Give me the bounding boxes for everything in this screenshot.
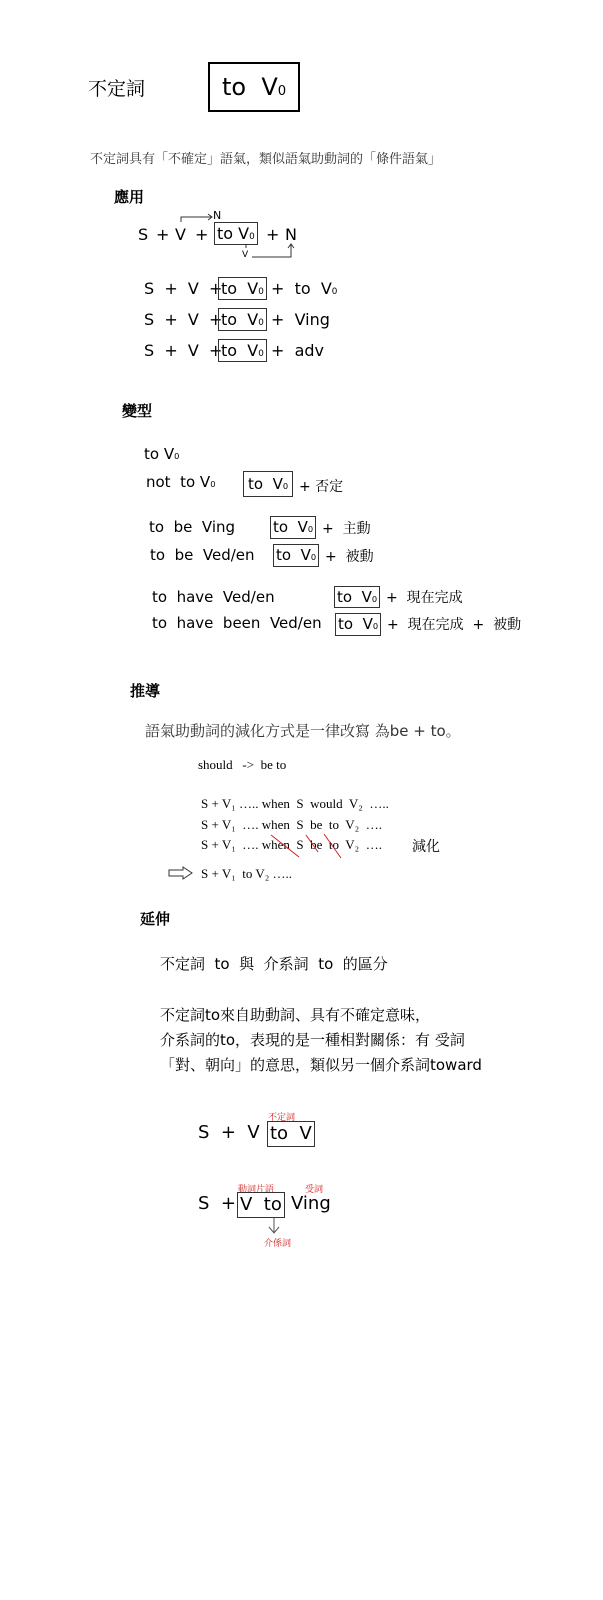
variant-plain-sub: 0 (174, 451, 180, 461)
variant-box (273, 544, 319, 567)
derivation-line-2: S + V₁ …. when S be to V₂ …. (201, 817, 382, 832)
example2-suffix: Ving (291, 1193, 331, 1214)
variants-heading: 變型 (122, 402, 153, 420)
usage-row-suffix (271, 279, 337, 298)
usage-row-suffix: + Ving (271, 310, 330, 329)
intro-text: 不定詞具有「不確定」語氣，類似語氣助動詞的「條件語氣」 (90, 152, 442, 167)
strike-s (306, 835, 318, 852)
variant-plain-text: to V (144, 445, 175, 463)
extension-heading: 延伸 (140, 910, 171, 928)
variant-note: + 否定 (299, 479, 344, 495)
diagram-n: N (285, 225, 297, 244)
derivation-heading: 推導 (130, 682, 161, 700)
variant-note: + 現在完成 (386, 590, 463, 606)
usage-row-box-text: to V (221, 310, 259, 329)
usage-row-box-sub: 0 (258, 287, 264, 297)
usage-row-prefix: S + V + (144, 279, 223, 298)
usage-heading: 應用 (114, 188, 145, 206)
arrow-to-v-to-n (246, 244, 294, 257)
variant-box-sub: 0 (372, 621, 379, 631)
example2-label-object: 受詞 (305, 1185, 324, 1195)
diagram-v: V (175, 225, 186, 244)
usage-row-box (218, 308, 267, 331)
extension-subtitle: 不定詞 to 與 介系詞 to 的區分 (160, 955, 388, 973)
page-title: 不定詞 (88, 78, 146, 100)
usage-row-box-sub: 0 (258, 349, 264, 359)
variant-form-sub: 0 (210, 479, 216, 489)
usage-row-box-text: to V (221, 341, 259, 360)
example1-box: to V (267, 1121, 315, 1147)
extension-para-2: 介系詞的to，表現的是一種相對關係：有 受詞 (160, 1031, 465, 1049)
title-formula-v: V (261, 73, 278, 101)
variant-form: to be Ving (149, 518, 236, 536)
arrow-v-to-n (181, 214, 212, 222)
diagram-v-small: V (242, 250, 249, 260)
variant-form: to have been Ved/en (152, 614, 322, 632)
variant-note: + 現在完成 + 被動 (387, 617, 522, 633)
should-line: should -> be to (198, 757, 287, 772)
down-arrow-icon (267, 1217, 281, 1235)
derivation-line-1: S + V₁ ….. when S would V₂ ….. (201, 796, 389, 811)
usage-row-box-sub: 0 (258, 318, 264, 328)
diagram-n-small: N (213, 209, 222, 222)
example1-prefix: S + V (198, 1122, 260, 1143)
variant-box (243, 471, 293, 497)
example1-label: 不定詞 (268, 1113, 296, 1123)
variant-box-text: to V (273, 518, 308, 536)
usage-row-suffix-text: + to V (271, 279, 332, 298)
diagram-to-v-text: to V (217, 224, 250, 243)
extension-para-1: 不定詞to來自助動詞、具有不確定意味， (160, 1006, 431, 1024)
strike-be (324, 834, 341, 858)
diagram-to-v-sub: 0 (249, 232, 255, 242)
title-formula-to: to (222, 73, 247, 101)
usage-row-prefix: S + V + (144, 310, 223, 329)
diagram-plus-3: + (266, 225, 280, 244)
usage-row-box-text: to V (221, 279, 259, 298)
variant-box (334, 586, 380, 608)
diagram-arrows (170, 208, 310, 263)
diagram-s: S (138, 225, 149, 244)
variant-note: + 主動 (322, 521, 371, 537)
variant-box-text: to V (276, 546, 311, 564)
variant-form: to be Ved/en (150, 546, 255, 564)
example2-label-phrase: 動詞片語 (238, 1185, 275, 1195)
variant-box (270, 516, 316, 539)
usage-row-suffix-sub: 0 (331, 287, 338, 297)
derivation-line-3-note: 減化 (412, 839, 440, 855)
usage-row-box (218, 339, 267, 362)
usage-row-suffix: + adv (271, 341, 325, 360)
example2-box: V to (237, 1192, 285, 1218)
variant-form: to have Ved/en (152, 588, 275, 606)
diagram-plus-2: + (195, 225, 209, 244)
title-formula (208, 62, 300, 112)
variant-box (335, 613, 381, 636)
variant-form (146, 473, 215, 491)
diagram-plus-1: + (156, 225, 170, 244)
derivation-line-3: S + V₁ …. when S be to V₂ …. (201, 837, 382, 852)
example2-s: S + (198, 1193, 236, 1214)
result-arrow-icon (168, 866, 194, 880)
extension-para-3: 「對、朝向」的意思，類似另一個介系詞toward (160, 1056, 482, 1074)
variant-note: + 被動 (325, 549, 374, 565)
variant-box-text: to V (337, 588, 372, 606)
variant-box-sub: 0 (371, 594, 378, 604)
variant-box-text: to V (338, 615, 373, 633)
usage-row-box (218, 277, 267, 300)
derivation-intro: 語氣助動詞的減化方式是一律改寫 為be + to。 (145, 722, 461, 740)
variant-box-sub: 0 (310, 552, 317, 562)
derivation-result: S + V₁ to V₂ ….. (201, 866, 293, 881)
variant-box-text: to V (248, 475, 283, 493)
usage-row-prefix: S + V + (144, 341, 223, 360)
example2-label-prep: 介係詞 (264, 1239, 292, 1249)
strike-when (271, 835, 299, 857)
variant-box-sub: 0 (282, 481, 289, 491)
title-formula-sub: 0 (277, 84, 287, 99)
strike-marks (268, 830, 348, 862)
variant-form-text: not to V (146, 473, 211, 491)
variant-box-sub: 0 (307, 524, 314, 534)
variant-plain (144, 445, 179, 463)
